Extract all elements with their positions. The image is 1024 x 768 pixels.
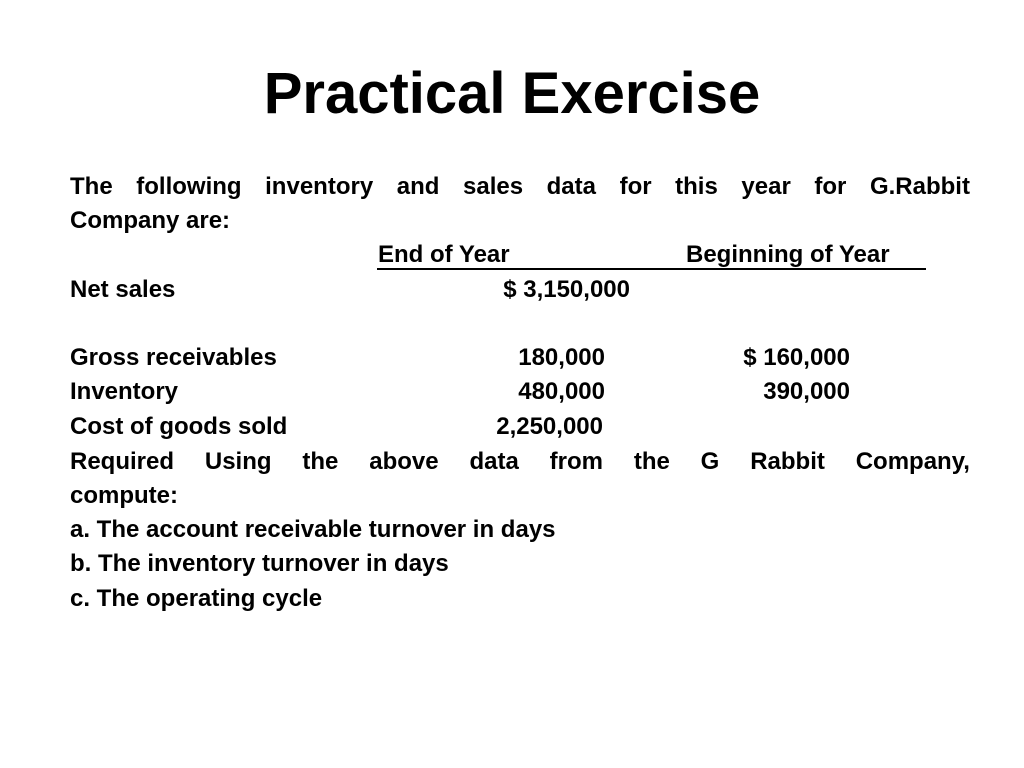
row-value-cost-of-goods-sold-end: 2,250,000 bbox=[496, 413, 603, 440]
task-a: a. The account receivable turnover in days bbox=[70, 516, 556, 543]
row-value-gross-receivables-end: 180,000 bbox=[518, 344, 605, 371]
task-b: b. The inventory turnover in days bbox=[70, 550, 449, 577]
intro-line-1: The following inventory and sales data for this year for G.Rabbit bbox=[70, 173, 970, 200]
row-value-net-sales-end: $ 3,150,000 bbox=[503, 276, 630, 303]
required-line-1: Required Using the above data from the G Rabbit Company, bbox=[70, 448, 970, 475]
intro-line-2: Company are: bbox=[70, 207, 231, 234]
header-end-of-year: End of Year bbox=[378, 241, 510, 268]
row-value-inventory-end: 480,000 bbox=[518, 378, 605, 405]
row-value-gross-receivables-beginning: $ 160,000 bbox=[743, 344, 850, 371]
row-label-gross-receivables: Gross receivables bbox=[70, 344, 277, 371]
row-label-inventory: Inventory bbox=[70, 378, 179, 405]
row-value-inventory-beginning: 390,000 bbox=[763, 378, 850, 405]
row-label-cost-of-goods-sold: Cost of goods sold bbox=[70, 413, 288, 440]
header-beginning-of-year: Beginning of Year bbox=[686, 241, 890, 268]
header-underline bbox=[377, 268, 926, 270]
slide-title: Practical Exercise bbox=[263, 61, 761, 126]
row-label-net-sales: Net sales bbox=[70, 276, 176, 303]
task-c: c. The operating cycle bbox=[70, 585, 323, 612]
required-line-2: compute: bbox=[70, 482, 178, 509]
